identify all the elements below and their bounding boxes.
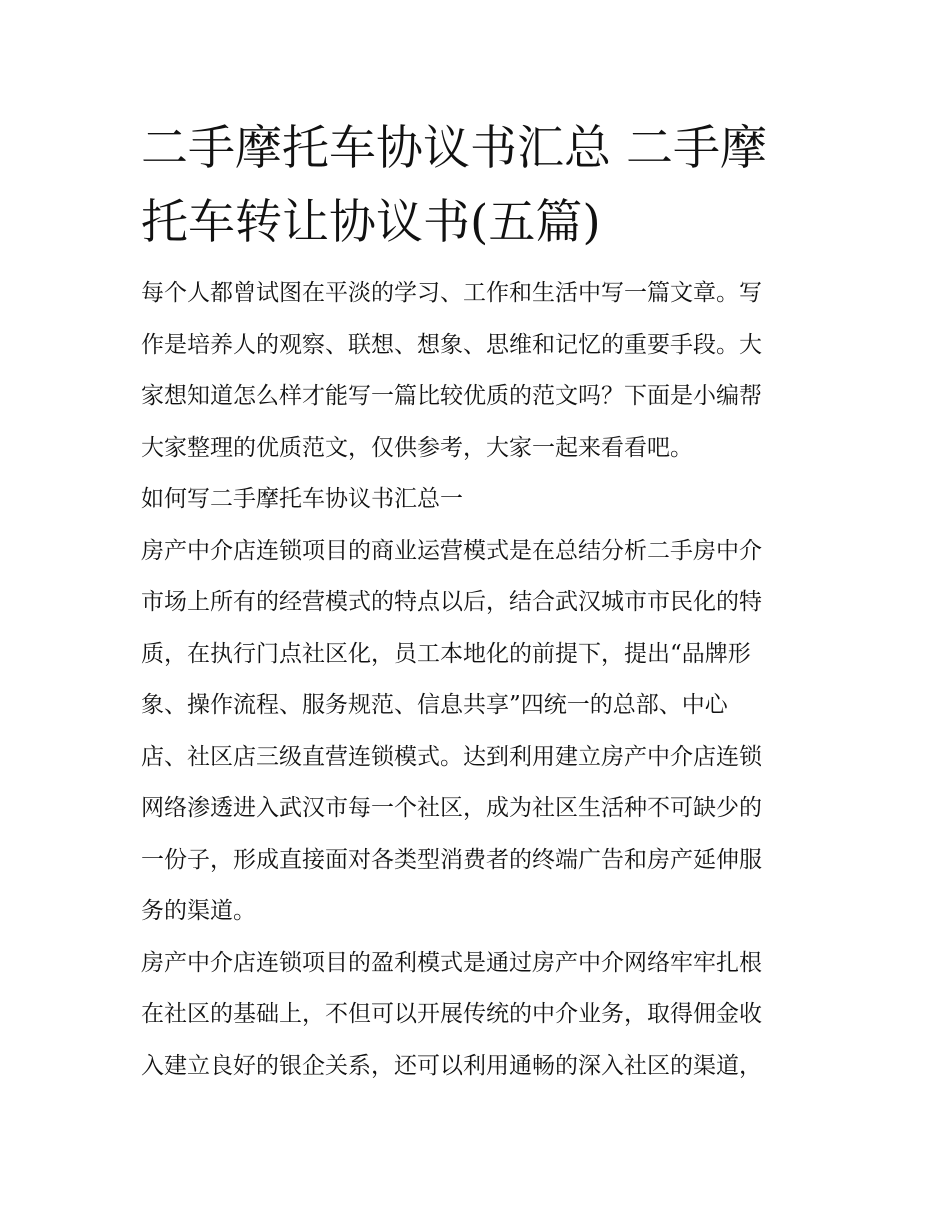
title-line: 托车转让协议书(五篇) bbox=[141, 195, 601, 250]
text-line: 一份子，形成直接面对各类型消费者的终端广告和房产延伸服 bbox=[141, 846, 762, 873]
text-line: 网络渗透进入武汉市每一个社区，成为社区生活种不可缺少的 bbox=[141, 795, 762, 821]
text-line: 店、社区店三级直营连锁模式。达到利用建立房产中介店连锁 bbox=[141, 743, 762, 770]
text-line: 每个人都曾试图在平淡的学习、工作和生活中写一篇文章。写 bbox=[141, 280, 762, 306]
text-line: 入建立良好的银企关系，还可以利用通畅的深入社区的渠道， bbox=[141, 1052, 762, 1079]
title-line: 二手摩托车协议书汇总 二手摩 bbox=[141, 121, 767, 176]
document-title bbox=[141, 112, 813, 260]
body-paragraph bbox=[141, 938, 813, 1093]
text-line: 市场上所有的经营模式的特点以后，结合武汉城市市民化的特 bbox=[141, 589, 762, 615]
text-line: 家想知道怎么样才能写一篇比较优质的范文吗？下面是小编帮 bbox=[141, 383, 762, 409]
body-paragraph bbox=[141, 526, 813, 938]
text-line: 房产中介店连锁项目的商业运营模式是在总结分析二手房中介 bbox=[141, 537, 762, 564]
text-line: 大家整理的优质范文，仅供参考，大家一起来看看吧。 bbox=[141, 434, 693, 461]
text-line: 作是培养人的观察、联想、想象、思维和记忆的重要手段。大 bbox=[141, 331, 762, 358]
text-line: 务的渠道。 bbox=[141, 898, 256, 924]
text-line: 质，在执行门点社区化，员工本地化的前提下，提出“品牌形 bbox=[141, 640, 751, 667]
text-line: 房产中介店连锁项目的盈利模式是通过房产中介网络牢牢扎根 bbox=[141, 949, 762, 976]
text-line: 象、操作流程、服务规范、信息共享”四统一的总部、中心 bbox=[141, 692, 728, 718]
text-line: 如何写二手摩托车协议书汇总一 bbox=[141, 486, 463, 512]
intro-paragraph bbox=[141, 268, 813, 474]
text-line: 在社区的基础上，不但可以开展传统的中介业务，取得佣金收 bbox=[141, 1001, 762, 1027]
document-body bbox=[141, 112, 813, 1092]
section-heading bbox=[141, 474, 813, 526]
